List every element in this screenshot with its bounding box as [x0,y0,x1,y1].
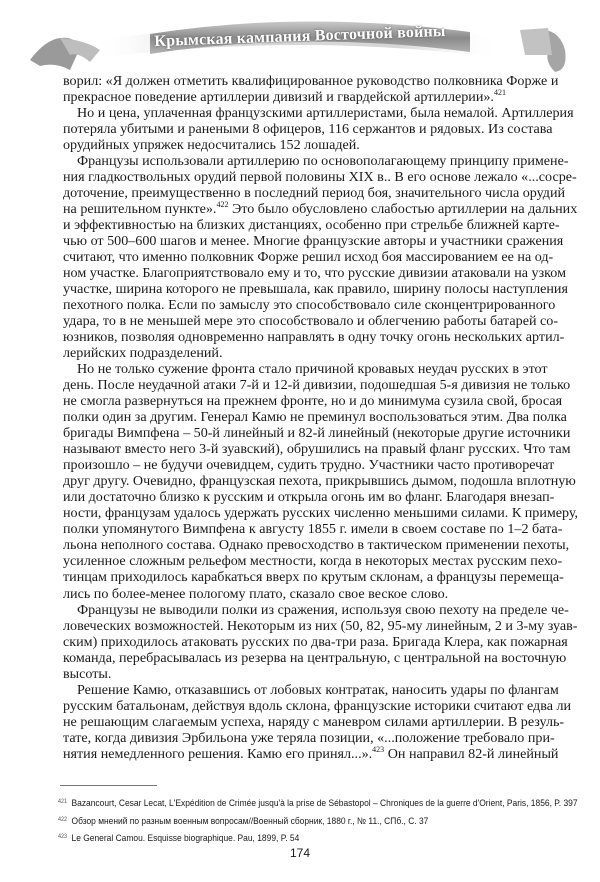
text-line [63,73,559,89]
text-line [63,473,576,490]
footnote [58,794,578,812]
footnote-ref: 422 [216,200,229,210]
text-segment: не решающим слагаемым успеха, наряду с маневром силами артиллерии. В резуль- [63,713,565,730]
footnote-text: Le General Camou. Esquisse biographique. Pau, 1899, P. 54 [71,832,300,843]
text-segment: Но и цена, уплаченная французскими артиллеристами, была немалой. Артиллерия [77,105,574,122]
text-segment: ния гладкоствольных орудий первой половины XIX в.. В его основе лежало «...сосре- [63,169,577,186]
text-segment: или достаточно близко к русским и открыла огонь им во фланг. Благодаря внезап- [63,489,555,506]
text-segment: участке, ширина которого не превышала, как правило, ширину полосы наступления [63,281,568,298]
text-segment: ским) приходилось атаковать русских по два-три раза. Бригада Клера, как пожарная [63,633,568,650]
footnote-ref: 423 [372,744,385,754]
text-segment: Французы использовали артиллерию по основополагающему принципу примене- [77,153,569,170]
text-segment: высоты. [63,665,112,682]
footnote-number: 421 [58,799,68,805]
text-line [63,697,572,714]
text-segment: ловеческих возможностей. Некоторым из них (50, 82, 95-му линейным, 2 и 3-му зуав- [63,617,578,634]
text-line [63,281,568,298]
paragraph [63,361,579,602]
text-line [63,537,570,554]
text-segment: произошло – не будучи очевидцем, судить трудно. Участники часто противоречат [63,457,555,474]
text-segment: ворил: «Я должен отметить квалифицированное руководство полковника Форже и [63,73,559,89]
text-segment: прекрасное поведение артиллерии дивизий и гвардейской артиллерии». [63,89,494,106]
text-line [63,345,546,361]
text-line [63,586,546,602]
text-line [63,249,554,266]
text-line [63,457,555,474]
text-line [63,553,563,570]
text-segment: называют вместо него 3-й зуавский), обрушились на правый фланг русских. Что там [63,441,571,458]
text-line [63,361,546,377]
header-banner [0,0,600,80]
text-segment: Французы не выводили полки из сражения, используя свою пехоту на пределе че- [77,601,569,618]
text-line [63,313,559,330]
text-segment: день. После неудачной атаки 7-й и 12-й дивизии, подошедшая 5-я дивизия не только [63,377,571,394]
text-segment: друг другу. Очевидно, французская пехота, прикрывшись дымом, подошла вплотную [63,473,576,490]
text-segment: нятия немедленного решения. Камю его принял...». [63,745,373,762]
text-line [63,441,571,458]
text-segment: ности, французам удалось удержать русских численно меньшими силами. К примеру, [63,505,579,522]
text-segment: чью от 500–600 шагов и менее. Многие французские авторы и участники сражения [63,233,564,250]
text-segment: считают, что именно полковник Форже решил исход боя массированием ее на од- [63,249,554,266]
text-line [63,121,553,138]
footnote-divider [60,785,157,786]
footnote-number: 422 [58,816,68,823]
text-line [63,217,560,234]
text-line [63,233,564,250]
text-segment: русским батальонам, действуя вдоль склона, французские историки считают едва ли [63,697,572,714]
text-segment: потеряла убитыми и ранеными 8 офицеров, 116 сержантов и рядовых. Из состава [63,121,553,138]
text-line [63,393,563,410]
text-line [63,729,555,746]
text-segment: Он направил 82-й линейный [384,745,559,762]
text-line [63,649,567,666]
text-line [63,425,571,442]
paragraph [63,105,574,154]
text-line [63,297,556,314]
paragraph [63,153,578,362]
body-text [63,73,579,762]
text-segment: команда, перебрасывалась из резерва на центральную, с центральной на восточную [63,649,567,666]
text-line [63,633,568,650]
text-segment: усиленное сложным рельефом местности, когда в некоторых местах русским пехо- [63,553,563,570]
text-segment: Решение Камю, отказавшись от лобовых контратак, наносить удары по флангам [77,681,559,698]
text-line [63,329,565,346]
running-header-title: Крымская кампания Восточной войны [154,22,446,51]
text-segment: орудийных упряжек недосчитались 152 лошадей. [63,137,360,154]
text-line [63,666,546,682]
text-segment: тинцам приходилось карабкаться вверх по крутым склонам, а французы перемеща- [63,569,564,586]
text-line [63,153,569,170]
text-line [63,617,578,634]
text-segment: льона неполного состава. Однако превосходство в тактическом применении пехоты, [63,537,570,554]
text-line [63,89,546,105]
text-line [63,185,566,202]
text-segment: юзников, позволяя одновременно направлять в одну точку огонь нескольких артил- [63,329,565,346]
footnote-text: Bazancourt, Cesar Lecat, L'Expédition de Crimée jusqu'à la prise de Sébastopol – Chroniques de la guerre d'Orient, Paris, 1856, P. 397 [71,797,578,808]
text-segment: Но не только сужение фронта стало причиной кровавых неудач русских в этот [77,361,548,378]
text-segment: лерийских подразделений. [63,345,223,362]
footnote-text: Обзор мнений по разным военным вопросам//Военный сборник, 1880 г., № 11., СПб., С. 37 [71,814,429,826]
text-segment: лись по более-менее пологому плато, сказало свое веское слово. [63,585,449,602]
text-line [63,169,577,186]
footnote-number: 423 [58,834,68,840]
text-segment: бригады Вимпфена – 50-й линейный и 82-й линейный (некоторые другие источники [63,425,571,442]
footnote [58,829,526,847]
text-line [63,377,571,394]
text-line [63,521,563,538]
paragraph [63,681,572,762]
text-line [63,713,565,730]
page-number: 174 [289,846,311,860]
text-line [63,601,569,618]
text-line [63,409,567,426]
text-segment: доточение, преимущественно в последний период боя, значительного числа орудий [63,185,566,202]
text-segment: полки один за другим. Генерал Камю не преминул воспользоваться этим. Два полка [63,409,567,426]
text-line [63,681,559,698]
text-segment: пехотного полка. Если по замыслу это способствовало силе сконцентрированного [63,297,556,314]
text-segment: полки упомянутого Вимпфена к августу 1855 г. имели в своем составе по 1–2 бата- [63,521,563,538]
paragraph [63,73,559,106]
text-line [63,744,559,762]
footnote [58,812,526,830]
footnotes [58,794,578,847]
text-segment: удара, то в не меньшей мере это способствовало и облегчению работы батарей со- [63,313,559,330]
text-line [63,105,574,122]
text-segment: Это было обусловлено слабостью артиллерии на дальних [228,201,578,218]
footnote-ref: 421 [493,88,506,98]
text-segment: не смогла развернуться на прежнем фронте, но и до минимума сузила свой, бросая [63,393,563,410]
text-segment: на решительном пункте». [63,201,217,218]
text-line [63,137,546,153]
text-segment: ном участке. Благоприятствовало ему и то, что русские дивизии атаковали на узком [63,265,567,282]
text-line [63,489,555,506]
text-line [63,265,567,282]
text-line [63,505,579,522]
text-segment: тате, когда дивизия Эрбильона уже теряла позиции, «...положение требовало при- [63,729,555,746]
paragraph [63,601,578,682]
text-segment: и эффективностью на близких дистанциях, особенно при стрельбе ближней карте- [63,217,560,234]
text-line [63,569,564,586]
text-line [63,200,578,218]
